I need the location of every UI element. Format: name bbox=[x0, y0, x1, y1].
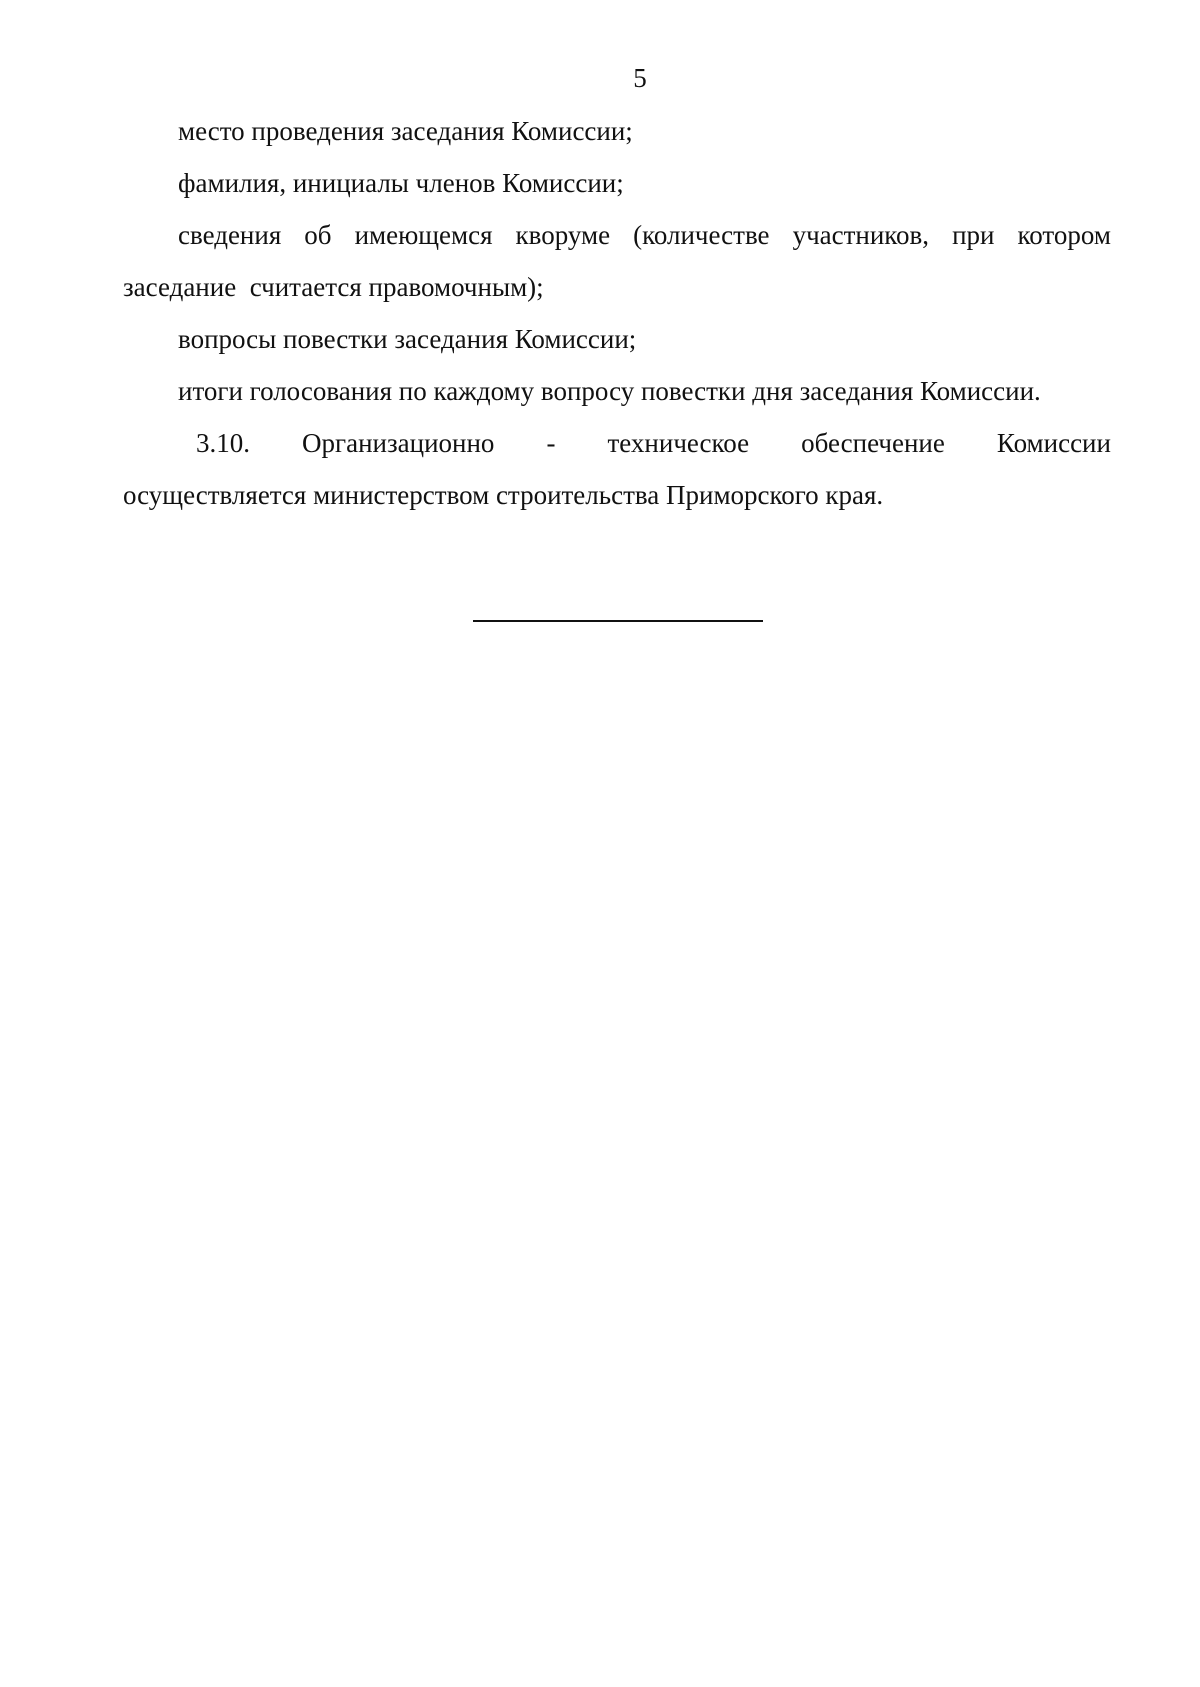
closing-rule bbox=[473, 620, 763, 622]
page-number: 5 bbox=[633, 63, 647, 93]
word: (количестве bbox=[633, 220, 770, 250]
word: - bbox=[546, 428, 556, 458]
word: Организационно bbox=[302, 428, 495, 458]
word: обеспечение bbox=[801, 428, 945, 458]
document-body bbox=[123, 105, 1111, 521]
word: участников, bbox=[792, 220, 930, 250]
list-item-quorum-second-line bbox=[123, 261, 1111, 313]
word: имеющемся bbox=[354, 220, 493, 250]
list-item-member-names: фамилия, инициалы членов Комиссии; bbox=[178, 168, 624, 198]
list-item-agenda: вопросы повестки заседания Комиссии; bbox=[178, 324, 637, 354]
word: котором bbox=[1017, 220, 1111, 250]
list-item-meeting-place: место проведения заседания Комиссии; bbox=[178, 116, 633, 146]
word: Комиссии bbox=[996, 428, 1111, 458]
clause-3-10-second-line: осуществляется министерством строительства Приморского края. bbox=[123, 480, 884, 510]
list-item-voting-results: итоги голосования по каждому вопросу повестки дня заседания Комиссии. bbox=[178, 376, 1041, 406]
clause-3-10-first-line bbox=[123, 417, 1111, 469]
word: при bbox=[952, 220, 995, 250]
word: об bbox=[304, 220, 332, 250]
word: техническое bbox=[607, 428, 750, 458]
list-item-quorum-first-line bbox=[123, 209, 1111, 261]
word: кворуме bbox=[515, 220, 611, 250]
word: сведения bbox=[178, 220, 282, 250]
line-text: заседание считается правомочным); bbox=[123, 272, 544, 302]
clause-number: 3.10. bbox=[196, 428, 250, 458]
